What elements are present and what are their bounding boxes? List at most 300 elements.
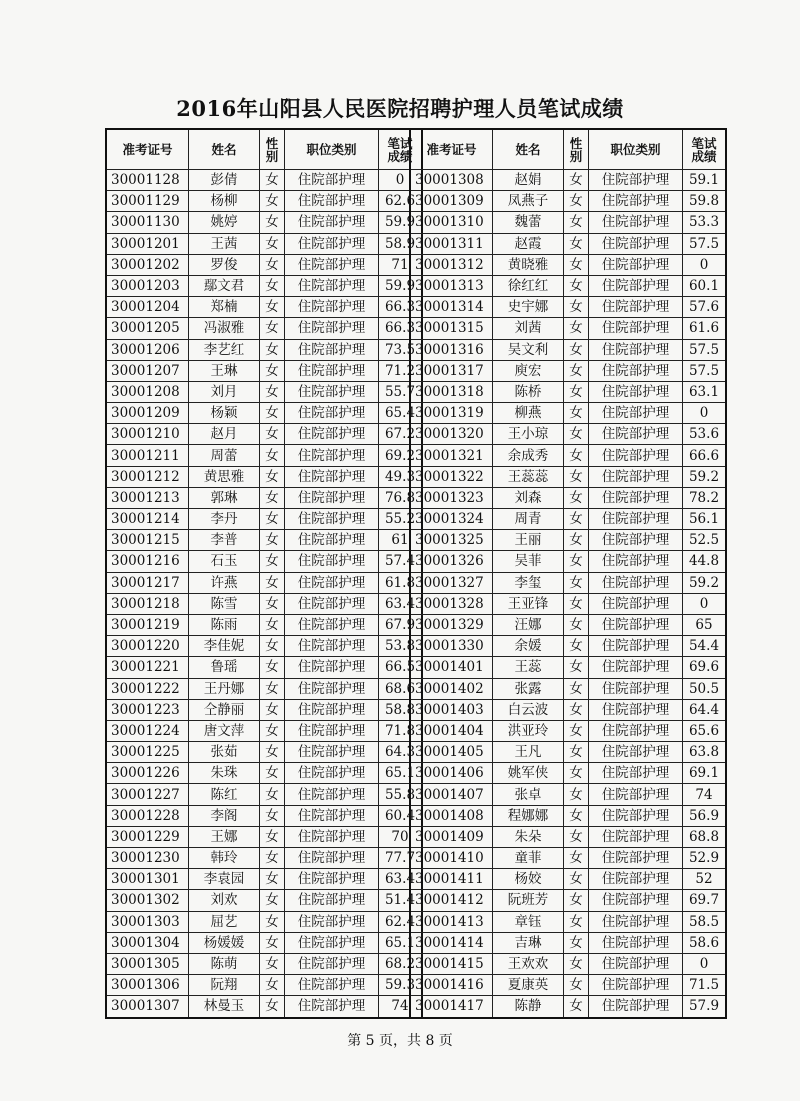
cell-id: 30001209 [106, 403, 189, 424]
table-row [410, 614, 726, 635]
header-score-line2: 成绩 [387, 148, 413, 164]
cell-position: 住院部护理 [589, 360, 683, 381]
cell-name: 余媛 [493, 636, 564, 657]
cell-name: 王亚锋 [493, 593, 564, 614]
cell-score: 58.8 [379, 699, 423, 720]
cell-position: 住院部护理 [589, 890, 683, 911]
cell-position: 住院部护理 [285, 657, 379, 678]
cell-position: 住院部护理 [589, 297, 683, 318]
cell-sex: 女 [564, 572, 589, 593]
cell-name: 王蕊蕊 [493, 466, 564, 487]
header-position: 职位类别 [589, 129, 683, 170]
cell-id: 30001320 [410, 424, 493, 445]
cell-id: 30001403 [410, 699, 493, 720]
cell-id: 30001309 [410, 191, 493, 212]
cell-id: 30001319 [410, 403, 493, 424]
cell-score: 66.5 [379, 657, 423, 678]
cell-score: 54.4 [683, 636, 727, 657]
cell-score: 76.8 [379, 487, 423, 508]
table-row [410, 509, 726, 530]
cell-id: 30001406 [410, 763, 493, 784]
table-row [106, 848, 422, 869]
header-score-line1: 笔试 [691, 135, 717, 151]
cell-id: 30001318 [410, 381, 493, 402]
cell-name: 王丹娜 [189, 678, 260, 699]
header-sex [564, 129, 589, 170]
cell-score: 59.9 [379, 212, 423, 233]
cell-position: 住院部护理 [589, 466, 683, 487]
cell-id: 30001412 [410, 890, 493, 911]
cell-sex: 女 [564, 254, 589, 275]
cell-id: 30001404 [410, 720, 493, 741]
table-row [410, 487, 726, 508]
cell-name: 姚婷 [189, 212, 260, 233]
cell-score: 0 [379, 170, 423, 191]
cell-score: 53.8 [379, 636, 423, 657]
cell-score: 68.6 [379, 678, 423, 699]
cell-sex: 女 [260, 636, 285, 657]
cell-position: 住院部护理 [285, 212, 379, 233]
cell-sex: 女 [564, 360, 589, 381]
cell-score: 58.9 [379, 233, 423, 254]
cell-position: 住院部护理 [285, 445, 379, 466]
cell-sex: 女 [564, 975, 589, 996]
cell-position: 住院部护理 [589, 763, 683, 784]
cell-name: 杨颖 [189, 403, 260, 424]
cell-score: 50.5 [683, 678, 727, 699]
cell-score: 57.5 [683, 339, 727, 360]
cell-sex: 女 [564, 657, 589, 678]
table-row [106, 593, 422, 614]
cell-sex: 女 [564, 699, 589, 720]
cell-sex: 女 [564, 784, 589, 805]
cell-name: 黄思雅 [189, 466, 260, 487]
cell-sex: 女 [260, 170, 285, 191]
cell-position: 住院部护理 [589, 170, 683, 191]
cell-id: 30001304 [106, 932, 189, 953]
cell-name: 李玺 [493, 572, 564, 593]
table-row [106, 360, 422, 381]
table-row [106, 869, 422, 890]
cell-position: 住院部护理 [589, 784, 683, 805]
cell-position: 住院部护理 [589, 975, 683, 996]
cell-position: 住院部护理 [589, 593, 683, 614]
table-header-row [410, 129, 726, 170]
cell-position: 住院部护理 [285, 890, 379, 911]
cell-id: 30001305 [106, 953, 189, 974]
table-row [410, 784, 726, 805]
cell-sex: 女 [260, 911, 285, 932]
cell-name: 杨柳 [189, 191, 260, 212]
cell-score: 73.5 [379, 339, 423, 360]
cell-name: 陈静 [493, 996, 564, 1018]
cell-position: 住院部护理 [285, 614, 379, 635]
cell-score: 59.9 [379, 275, 423, 296]
table-row [410, 826, 726, 847]
cell-id: 30001306 [106, 975, 189, 996]
cell-position: 住院部护理 [285, 466, 379, 487]
cell-score: 59.2 [683, 466, 727, 487]
cell-score: 68.8 [683, 826, 727, 847]
cell-position: 住院部护理 [589, 275, 683, 296]
cell-id: 30001330 [410, 636, 493, 657]
cell-sex: 女 [564, 763, 589, 784]
cell-sex: 女 [564, 848, 589, 869]
cell-score: 68.2 [379, 953, 423, 974]
cell-sex: 女 [260, 424, 285, 445]
cell-score: 66.3 [379, 297, 423, 318]
cell-sex: 女 [564, 720, 589, 741]
table-row [106, 826, 422, 847]
cell-position: 住院部护理 [589, 932, 683, 953]
header-score-line1: 笔试 [387, 135, 413, 151]
cell-name: 王娜 [189, 826, 260, 847]
cell-id: 30001216 [106, 551, 189, 572]
cell-id: 30001324 [410, 509, 493, 530]
cell-name: 张卓 [493, 784, 564, 805]
table-row [410, 742, 726, 763]
table-row [410, 848, 726, 869]
cell-sex: 女 [564, 487, 589, 508]
cell-sex: 女 [260, 487, 285, 508]
cell-score: 71 [379, 254, 423, 275]
cell-position: 住院部护理 [589, 212, 683, 233]
cell-name: 王凡 [493, 742, 564, 763]
cell-score: 61.8 [379, 572, 423, 593]
cell-position: 住院部护理 [589, 805, 683, 826]
cell-position: 住院部护理 [285, 275, 379, 296]
cell-sex: 女 [564, 826, 589, 847]
table-row [410, 339, 726, 360]
table-header-row [106, 129, 422, 170]
cell-name: 王小琼 [493, 424, 564, 445]
cell-position: 住院部护理 [285, 424, 379, 445]
cell-sex: 女 [260, 720, 285, 741]
cell-id: 30001326 [410, 551, 493, 572]
cell-sex: 女 [260, 233, 285, 254]
table-row [410, 593, 726, 614]
cell-id: 30001227 [106, 784, 189, 805]
cell-name: 刘茜 [493, 318, 564, 339]
cell-id: 30001416 [410, 975, 493, 996]
cell-id: 30001303 [106, 911, 189, 932]
table-row [106, 742, 422, 763]
table-row [410, 551, 726, 572]
cell-name: 程娜娜 [493, 805, 564, 826]
cell-name: 杨媛媛 [189, 932, 260, 953]
cell-id: 30001129 [106, 191, 189, 212]
cell-position: 住院部护理 [589, 699, 683, 720]
cell-name: 陈雪 [189, 593, 260, 614]
cell-id: 30001228 [106, 805, 189, 826]
cell-position: 住院部护理 [285, 339, 379, 360]
table-row [106, 403, 422, 424]
table-row [106, 275, 422, 296]
table-row [410, 445, 726, 466]
cell-sex: 女 [564, 996, 589, 1018]
cell-name: 周青 [493, 509, 564, 530]
cell-name: 赵霞 [493, 233, 564, 254]
header-sex-line2: 别 [265, 148, 279, 164]
table-row [106, 805, 422, 826]
cell-sex: 女 [260, 699, 285, 720]
table-row [410, 191, 726, 212]
cell-sex: 女 [260, 509, 285, 530]
cell-position: 住院部护理 [285, 953, 379, 974]
cell-name: 童菲 [493, 848, 564, 869]
cell-position: 住院部护理 [589, 869, 683, 890]
cell-name: 王欢欢 [493, 953, 564, 974]
cell-sex: 女 [260, 297, 285, 318]
table-row [106, 212, 422, 233]
cell-score: 63.4 [379, 869, 423, 890]
cell-sex: 女 [564, 869, 589, 890]
cell-id: 30001212 [106, 466, 189, 487]
cell-id: 30001313 [410, 275, 493, 296]
cell-position: 住院部护理 [285, 318, 379, 339]
cell-score: 49.3 [379, 466, 423, 487]
cell-name: 章钰 [493, 911, 564, 932]
cell-id: 30001202 [106, 254, 189, 275]
cell-id: 30001213 [106, 487, 189, 508]
cell-id: 30001222 [106, 678, 189, 699]
score-table-left [105, 128, 423, 1019]
cell-score: 71.5 [683, 975, 727, 996]
cell-name: 李艺红 [189, 339, 260, 360]
cell-score: 71.2 [379, 360, 423, 381]
cell-name: 仝静丽 [189, 699, 260, 720]
cell-score: 55.8 [379, 784, 423, 805]
cell-position: 住院部护理 [285, 826, 379, 847]
cell-id: 30001220 [106, 636, 189, 657]
cell-sex: 女 [260, 530, 285, 551]
cell-name: 郭琳 [189, 487, 260, 508]
cell-name: 阮班芳 [493, 890, 564, 911]
cell-score: 52 [683, 869, 727, 890]
header-sex-line1: 性 [265, 135, 279, 151]
cell-score: 69.2 [379, 445, 423, 466]
cell-score: 62.6 [379, 191, 423, 212]
header-position: 职位类别 [285, 129, 379, 170]
table-row [106, 297, 422, 318]
cell-sex: 女 [564, 742, 589, 763]
table-row [410, 275, 726, 296]
cell-position: 住院部护理 [589, 657, 683, 678]
header-score-line2: 成绩 [691, 148, 717, 164]
cell-position: 住院部护理 [589, 953, 683, 974]
table-row [410, 890, 726, 911]
cell-id: 30001307 [106, 996, 189, 1018]
cell-name: 韩玲 [189, 848, 260, 869]
cell-sex: 女 [260, 254, 285, 275]
cell-id: 30001410 [410, 848, 493, 869]
cell-name: 王琳 [189, 360, 260, 381]
table-row [410, 911, 726, 932]
cell-score: 69.1 [683, 763, 727, 784]
cell-name: 张茹 [189, 742, 260, 763]
cell-id: 30001314 [410, 297, 493, 318]
table-row [106, 678, 422, 699]
cell-sex: 女 [564, 466, 589, 487]
cell-id: 30001201 [106, 233, 189, 254]
table-row [106, 551, 422, 572]
cell-position: 住院部护理 [589, 445, 683, 466]
cell-position: 住院部护理 [589, 614, 683, 635]
cell-id: 30001413 [410, 911, 493, 932]
table-row [106, 191, 422, 212]
cell-sex: 女 [564, 403, 589, 424]
cell-position: 住院部护理 [589, 530, 683, 551]
cell-sex: 女 [260, 932, 285, 953]
cell-sex: 女 [564, 424, 589, 445]
table-row [106, 784, 422, 805]
cell-position: 住院部护理 [589, 636, 683, 657]
cell-position: 住院部护理 [589, 318, 683, 339]
table-row [410, 530, 726, 551]
cell-name: 石玉 [189, 551, 260, 572]
cell-score: 59.1 [683, 170, 727, 191]
table-row [106, 466, 422, 487]
table-body-left [106, 170, 422, 1018]
cell-name: 王茜 [189, 233, 260, 254]
table-row [106, 254, 422, 275]
cell-position: 住院部护理 [285, 403, 379, 424]
cell-sex: 女 [564, 297, 589, 318]
table-row [106, 381, 422, 402]
cell-score: 55.7 [379, 381, 423, 402]
cell-sex: 女 [564, 636, 589, 657]
table-row [410, 932, 726, 953]
cell-id: 30001411 [410, 869, 493, 890]
cell-score: 51.4 [379, 890, 423, 911]
cell-sex: 女 [260, 869, 285, 890]
cell-id: 30001408 [410, 805, 493, 826]
cell-position: 住院部护理 [285, 636, 379, 657]
cell-name: 吴菲 [493, 551, 564, 572]
cell-name: 黄晓雅 [493, 254, 564, 275]
cell-id: 30001223 [106, 699, 189, 720]
page-footer: 第 5 页，共 8 页 [347, 1033, 453, 1049]
cell-sex: 女 [564, 509, 589, 530]
cell-position: 住院部护理 [589, 487, 683, 508]
cell-sex: 女 [260, 593, 285, 614]
cell-position: 住院部护理 [589, 339, 683, 360]
cell-score: 62.4 [379, 911, 423, 932]
cell-id: 30001401 [410, 657, 493, 678]
cell-position: 住院部护理 [589, 254, 683, 275]
cell-id: 30001130 [106, 212, 189, 233]
cell-name: 夏康英 [493, 975, 564, 996]
cell-name: 鲁瑶 [189, 657, 260, 678]
cell-position: 住院部护理 [285, 932, 379, 953]
cell-score: 65.1 [379, 763, 423, 784]
cell-position: 住院部护理 [285, 593, 379, 614]
cell-position: 住院部护理 [589, 911, 683, 932]
cell-name: 吴文利 [493, 339, 564, 360]
cell-id: 30001316 [410, 339, 493, 360]
cell-id: 30001211 [106, 445, 189, 466]
cell-score: 52.9 [683, 848, 727, 869]
cell-id: 30001208 [106, 381, 189, 402]
cell-score: 56.9 [683, 805, 727, 826]
cell-position: 住院部护理 [285, 297, 379, 318]
cell-position: 住院部护理 [285, 509, 379, 530]
header-id: 准考证号 [106, 129, 189, 170]
cell-sex: 女 [260, 805, 285, 826]
cell-score: 59.8 [683, 191, 727, 212]
cell-sex: 女 [260, 466, 285, 487]
cell-score: 67.2 [379, 424, 423, 445]
cell-position: 住院部护理 [589, 381, 683, 402]
cell-sex: 女 [260, 953, 285, 974]
cell-id: 30001415 [410, 953, 493, 974]
cell-position: 住院部护理 [589, 424, 683, 445]
table-row [410, 403, 726, 424]
cell-id: 30001417 [410, 996, 493, 1018]
cell-sex: 女 [564, 530, 589, 551]
table-row [106, 720, 422, 741]
cell-sex: 女 [564, 170, 589, 191]
cell-sex: 女 [564, 191, 589, 212]
cell-position: 住院部护理 [589, 403, 683, 424]
cell-name: 刘月 [189, 381, 260, 402]
cell-name: 刘森 [493, 487, 564, 508]
cell-id: 30001315 [410, 318, 493, 339]
table-row [106, 614, 422, 635]
cell-name: 许燕 [189, 572, 260, 593]
table-row [410, 170, 726, 191]
cell-id: 30001317 [410, 360, 493, 381]
cell-id: 30001204 [106, 297, 189, 318]
page-title: 2016年山阳县人民医院招聘护理人员笔试成绩 [176, 96, 624, 121]
cell-score: 44.8 [683, 551, 727, 572]
cell-name: 王蕊 [493, 657, 564, 678]
table-row [410, 572, 726, 593]
table-row [106, 911, 422, 932]
cell-score: 57.5 [683, 233, 727, 254]
table-row [410, 805, 726, 826]
cell-score: 0 [683, 953, 727, 974]
cell-score: 69.6 [683, 657, 727, 678]
cell-id: 30001405 [410, 742, 493, 763]
cell-sex: 女 [260, 191, 285, 212]
cell-id: 30001225 [106, 742, 189, 763]
cell-position: 住院部护理 [285, 572, 379, 593]
cell-position: 住院部护理 [589, 509, 683, 530]
table-row [410, 233, 726, 254]
table-row [410, 869, 726, 890]
cell-id: 30001205 [106, 318, 189, 339]
table-row [410, 212, 726, 233]
cell-id: 30001226 [106, 763, 189, 784]
score-table-right [409, 128, 727, 1019]
cell-id: 30001207 [106, 360, 189, 381]
cell-score: 64.3 [379, 742, 423, 763]
header-score [683, 129, 727, 170]
cell-id: 30001214 [106, 509, 189, 530]
cell-id: 30001128 [106, 170, 189, 191]
table-row [410, 953, 726, 974]
cell-sex: 女 [564, 911, 589, 932]
cell-name: 刘欢 [189, 890, 260, 911]
header-sex-line2: 别 [569, 148, 583, 164]
cell-score: 58.5 [683, 911, 727, 932]
cell-sex: 女 [564, 339, 589, 360]
table-row [106, 699, 422, 720]
cell-sex: 女 [260, 996, 285, 1018]
cell-score: 0 [683, 254, 727, 275]
cell-id: 30001203 [106, 275, 189, 296]
